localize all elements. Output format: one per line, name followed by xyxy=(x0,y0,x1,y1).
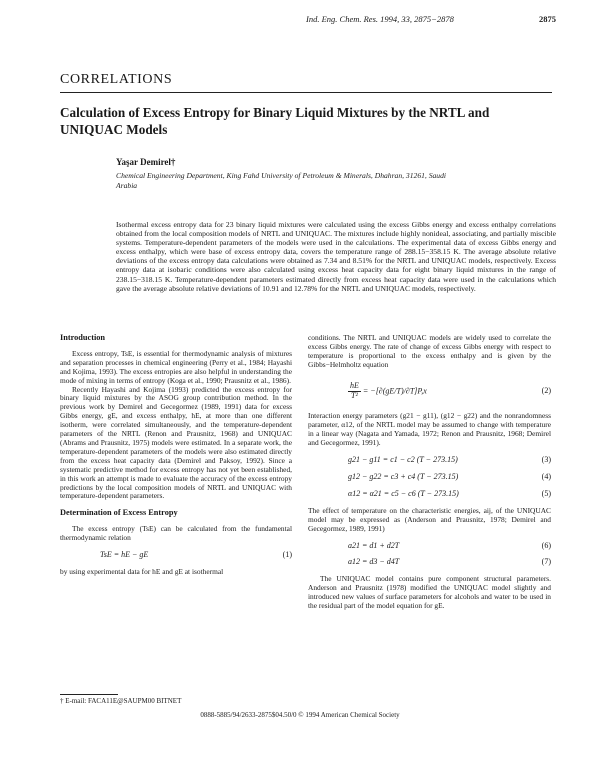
equation-7: a12 = d3 − d4T (7) xyxy=(348,557,551,567)
equation-2: $\frac{hE}{\text{T²}}$ = −[∂(gE/T)/∂T]P,x (2) xyxy=(350,380,551,400)
equation-6: a21 = d1 + d2T (6) xyxy=(348,540,551,550)
determination-paragraph-cont: by using experimental data for hE and gE at isothermal xyxy=(60,566,224,576)
paper-title: Calculation of Excess Entropy for Binary Liquid Mixtures by the NRTL and UNIQUAC Models xyxy=(60,105,490,137)
intro-paragraph-2: Recently Hayashi and Kojima (1993) predicted the excess entropy for binary liquid mixtures by the ASOG group contribution method. In the previous work by Demirel and Gecegormez (1989, 1991) data for excess Gibbs energy, gE, and excess enthalpy, hE, at more than one different isotherm, were correlated simultaneously, and the temperature-dependent parameters of the NRTL (Renon and Prausnitz, 1968) and UNIQUAC (Abrams and Prausnitz, 1975) models were estimated. In a separate work, the temperature-dependent parameters of the models were also estimated directly from the excess heat capacity data (Demirel and Paksoy, 1992). Since a systematic predictive method for excess entropy has not yet been established, in this work an attempt is made to evaluate the accuracy of the excess entropy predictions by the local composition models of NRTL and UNIQUAC with temperature-dependent parameters. xyxy=(60,384,292,501)
equation-5: α12 = α21 = c5 − c6 (T − 273.15) (5) xyxy=(348,488,551,498)
page-number: 2875 xyxy=(539,14,556,24)
left-column xyxy=(60,334,292,577)
right-column xyxy=(308,334,551,611)
determination-paragraph: The excess entropy (TsE) can be calculated from the fundamental thermodynamic relation xyxy=(60,524,292,543)
abstract: Isothermal excess entropy data for 23 binary liquid mixtures were calculated using the excess Gibbs energy and excess enthalpy correlations obtained from the local composition models of NRTL and UNIQUAC. The mixtures include highly nonideal, associating, and partially miscible systems. Temperature-dependent parameters of the models were used in the calculations. The experimental data of excess Gibbs energy and excess enthalpy, which were base of excess entropy data, covers the temperature range of 288.15−358.15 K. The average absolute relative deviations of the excess entropy data calculations were obtained as 7.34 and 8.51% for the NRTL and UNIQUAC models, respectively. Excess entropy data at isobaric conditions were also calculated using excess heat capacity data for eight binary liquid mixtures in the range of 238.15−318.15 K. Temperature-dependent parameters estimated directly from excess heat capacity data were used in the calculations which gave the average absolute relative deviations of 10.91 and 12.78% for the NRTL and UNIQUAC models, respectively. xyxy=(116,220,556,293)
right-paragraph-1: conditions. The NRTL and UNIQUAC models are widely used to correlate the excess Gibbs energy. The rate of change of excess Gibbs energy with respect to temperature is proportional to the excess enthalpy and is given by the Gibbs−Helmholtz equation xyxy=(308,333,551,369)
section-rule xyxy=(60,92,552,93)
author-name: Yaşar Demirel† xyxy=(116,157,176,167)
footnote: † E-mail: FACA11E@SAUPM00 BITNET xyxy=(60,697,182,705)
affiliation: Chemical Engineering Department, King Fahd University of Petroleum & Minerals, Dhahran, 31261, Saudi Arabia xyxy=(116,171,447,190)
intro-paragraph-1: Excess entropy, TsE, is essential for thermodynamic analysis of mixtures and separation processes in chemical engineering (Perry et al., 1984; Hayashi and Kojima, 1993). The excess entropies are also helpful in understanding the mode of mixing in terms of entropy (Koga et al., 1990; Prausnitz et al., 1986). xyxy=(60,348,292,385)
right-paragraph-2: Interaction energy parameters (g21 − g11), (g12 − g22) and the nonrandomness parameter, α12, of the NRTL model may be assumed to change with temperature in a linear way (Nagata and Yamada, 1972; Renon and Prausnitz, 1968; Demirel and Gecegormez, 1991). xyxy=(308,411,551,448)
equation-3: g21 − g11 = c1 − c2 (T − 273.15) (3) xyxy=(348,455,551,465)
determination-heading: Determination of Excess Entropy xyxy=(60,508,178,518)
equation-1: TsE = hE − gE (1) xyxy=(100,550,292,560)
right-paragraph-3: The effect of temperature on the characteristic energies, aij, of the UNIQUAC model may be expressed as (Anderson and Prausnitz, 1978; Demirel and Gecegormez, 1989, 1991) xyxy=(308,505,551,533)
right-paragraph-4: The UNIQUAC model contains pure component structural parameters. Anderson and Prausnitz (1978) modified the UNIQUAC model slightly and introduced new values of surface parameters for alcohols and water to be used in the residual part of the model equation for gE. xyxy=(308,574,551,611)
copyright-line: 0888-5885/94/2633-2875$04.50/0 © 1994 American Chemical Society xyxy=(200,711,400,719)
section-heading: CORRELATIONS xyxy=(60,72,173,87)
journal-citation: Ind. Eng. Chem. Res. 1994, 33, 2875−2878 xyxy=(306,14,454,24)
introduction-heading: Introduction xyxy=(60,333,106,342)
equation-4: g12 − g22 = c3 + c4 (T − 273.15) (4) xyxy=(348,471,551,481)
footnote-rule xyxy=(60,694,118,695)
